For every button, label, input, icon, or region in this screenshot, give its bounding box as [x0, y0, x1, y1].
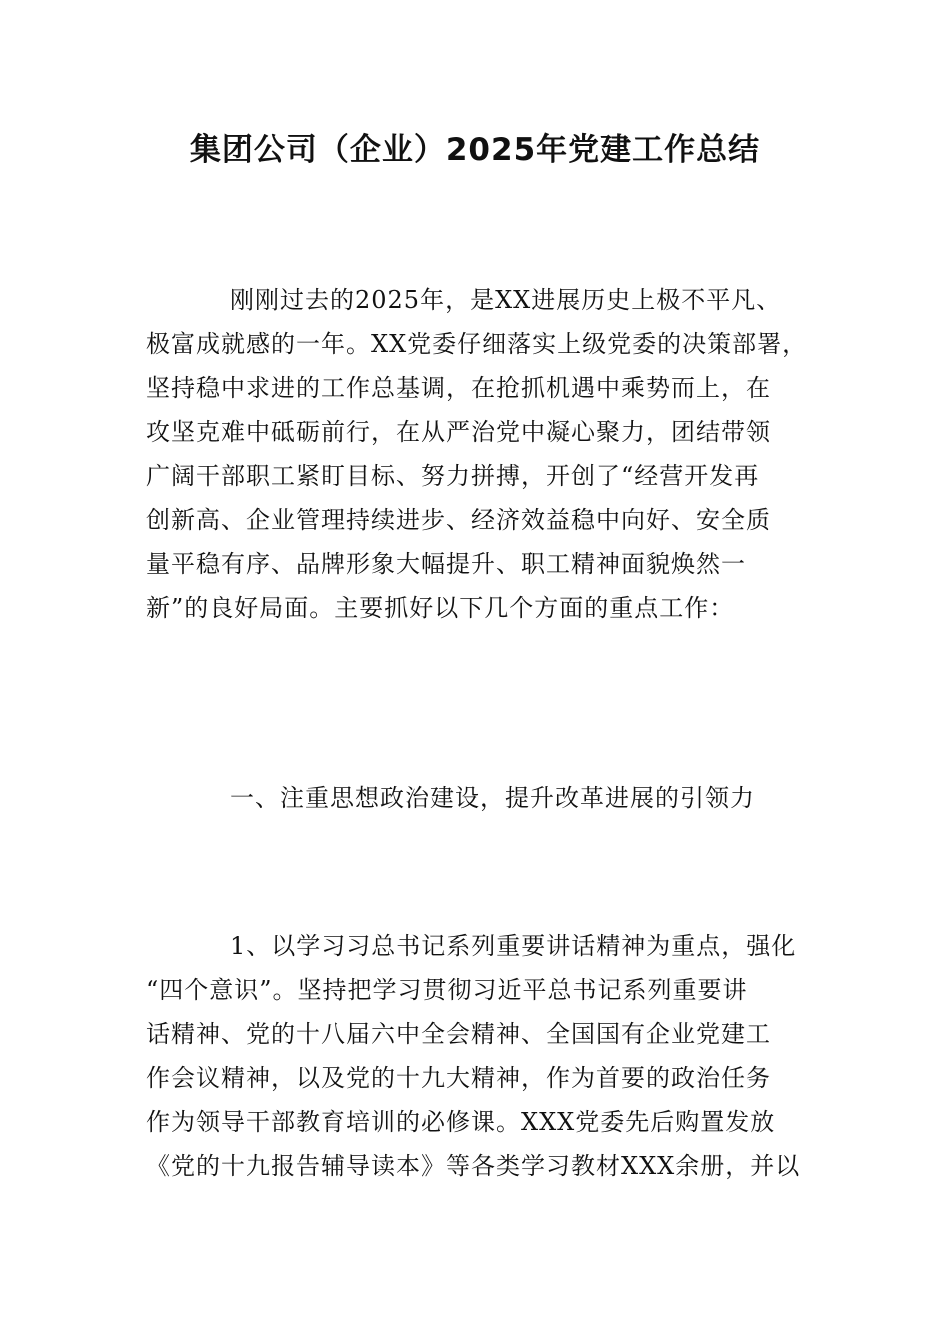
intro-line: 刚刚过去的2025年，是XX进展历史上极不平凡、: [230, 286, 782, 314]
intro-paragraph: [146, 278, 816, 630]
section-heading: 一、注重思想政治建设，提升改革进展的引领力: [230, 784, 755, 812]
intro-line: 广阔干部职工紧盯目标、努力拼搏，开创了“经营开发再: [146, 462, 760, 490]
intro-line: 量平稳有序、品牌形象大幅提升、职工精神面貌焕然一: [146, 550, 746, 578]
document-title: 集团公司（企业）2025年党建工作总结: [189, 132, 761, 168]
item-line: 作会议精神，以及党的十九大精神，作为首要的政治任务: [146, 1064, 771, 1092]
intro-line: 创新高、企业管理持续进步、经济效益稳中向好、安全质: [146, 506, 771, 534]
item-line: 《党的十九报告辅导读本》等各类学习教材XXX余册，并以: [146, 1152, 801, 1180]
intro-line: 攻坚克难中砥砺前行，在从严治党中凝心聚力，团结带领: [146, 418, 771, 446]
intro-line: 新”的良好局面。主要抓好以下几个方面的重点工作：: [146, 594, 735, 622]
intro-line: 坚持稳中求进的工作总基调，在抢抓机遇中乘势而上，在: [146, 374, 771, 402]
item-line: 1、以学习习总书记系列重要讲话精神为重点，强化: [230, 932, 797, 960]
item-paragraph: [146, 924, 816, 1188]
item-line: 话精神、党的十八届六中全会精神、全国国有企业党建工: [146, 1020, 771, 1048]
item-line: “四个意识”。坚持把学习贯彻习近平总书记系列重要讲: [146, 976, 748, 1004]
item-line: 作为领导干部教育培训的必修课。XXX党委先后购置发放: [146, 1108, 776, 1136]
intro-line: 极富成就感的一年。XX党委仔细落实上级党委的决策部署，: [146, 330, 808, 358]
